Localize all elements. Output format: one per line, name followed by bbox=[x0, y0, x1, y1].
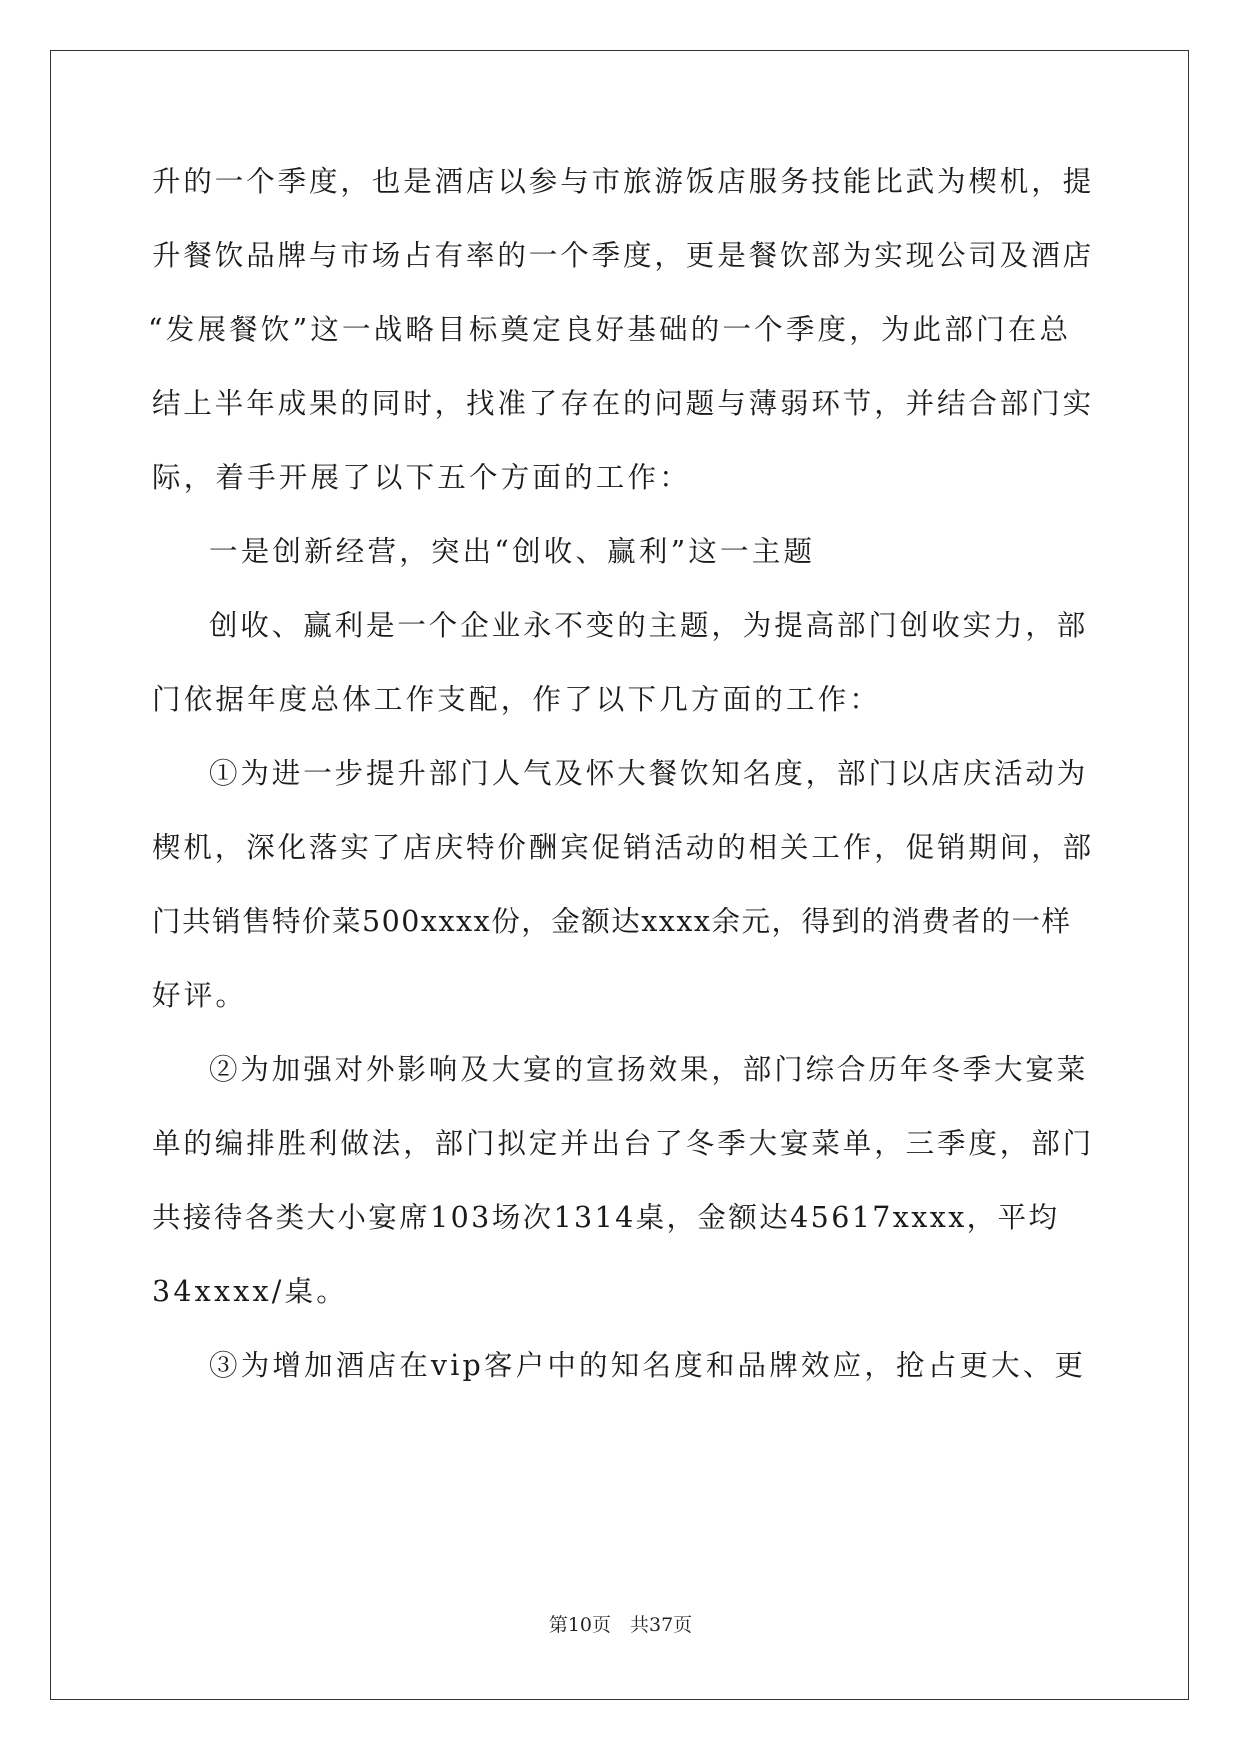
text-line: 结上半年成果的同时，找准了存在的问题与薄弱环节，并结合部门实 bbox=[152, 387, 1095, 420]
text-line: ②为加强对外影响及大宴的宣扬效果，部门综合历年冬季大宴菜 bbox=[209, 1053, 1089, 1086]
text-line: 好评。 bbox=[152, 979, 248, 1012]
text-line: 楔机，深化落实了店庆特价酬宾促销活动的相关工作，促销期间，部 bbox=[152, 831, 1095, 864]
text-line: 共接待各类大小宴席103场次1314桌，金额达45617xxxx，平均 bbox=[152, 1201, 1060, 1234]
text-line: ③为增加酒店在vip客户中的知名度和品牌效应，抢占更大、更 bbox=[209, 1349, 1087, 1382]
text-line: 门共销售特价菜500xxxx份，金额达xxxx余元，得到的消费者的一样 bbox=[152, 905, 1072, 938]
text-line: 创收、赢利是一个企业永不变的主题，为提高部门创收实力，部 bbox=[209, 609, 1089, 642]
text-line: 升的一个季度，也是酒店以参与市旅游饭店服务技能比武为楔机，提 bbox=[152, 165, 1095, 198]
text-line: “发展餐饮”这一战略目标奠定良好基础的一个季度，为此部门在总 bbox=[148, 313, 1072, 346]
page-border bbox=[50, 50, 1189, 1700]
text-line: ①为进一步提升部门人气及怀大餐饮知名度，部门以店庆活动为 bbox=[209, 757, 1089, 790]
text-line: 升餐饮品牌与市场占有率的一个季度，更是餐饮部为实现公司及酒店 bbox=[152, 239, 1095, 272]
text-line: 单的编排胜利做法，部门拟定并出台了冬季大宴菜单，三季度，部门 bbox=[152, 1127, 1095, 1160]
text-line: 门依据年度总体工作支配，作了以下几方面的工作： bbox=[152, 683, 882, 716]
text-line: 34xxxx/桌。 bbox=[152, 1275, 348, 1308]
section-heading: 一是创新经营，突出“创收、赢利”这一主题 bbox=[209, 535, 816, 568]
text-line: 际，着手开展了以下五个方面的工作： bbox=[152, 461, 691, 494]
page-number-footer: 第10页 共37页 bbox=[548, 1614, 693, 1636]
